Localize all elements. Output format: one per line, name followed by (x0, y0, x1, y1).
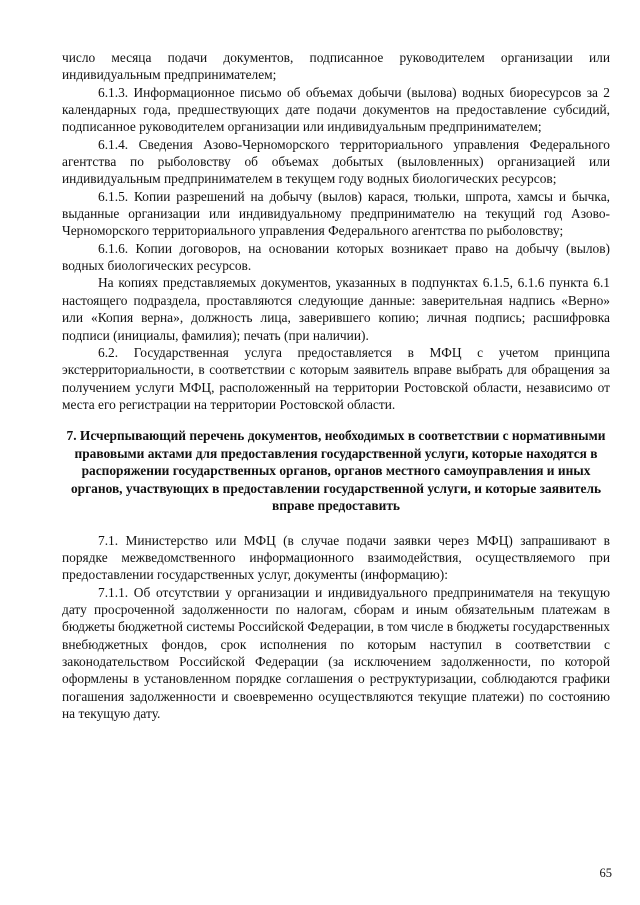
paragraph-7-1-1: 7.1.1. Об отсутствии у организации и индивидуального предпринимателя на текущую дату просроченной задолженности по налогам, сборам и иным обязательным платежам в бюджеты бюджетной системы Российской Федерации, в том числе в бюджеты государственных внебюджетных фондов, срок исполнения по которым наступил в соответствии с законодательством Российской Федерации (за исключением задолженности, по которой оформлены в установленном порядке соглашения о реструктуризации, соблюдаются графики погашения задолженности и своевременно осуществляются текущие платежи) по состоянию на текущую дату. (62, 584, 610, 722)
paragraph-7-1: 7.1. Министерство или МФЦ (в случае подачи заявки через МФЦ) запрашивают в порядке межведомственного информационного взаимодействия, осуществляемого при предоставлении государственных услуг, документы (информацию): (62, 532, 610, 583)
paragraph-6-1-3: 6.1.3. Информационное письмо об объемах добычи (вылова) водных биоресурсов за 2 календарных года, предшествующих дате подачи документов на предоставление субсидий, подписанное руководителем организации или индивидуальным предпринимателем; (62, 84, 610, 135)
paragraph-6-1-6: 6.1.6. Копии договоров, на основании которых возникает право на добычу (вылов) водных биологических ресурсов. (62, 240, 610, 274)
page-number: 65 (599, 866, 612, 880)
paragraph-6-2: 6.2. Государственная услуга предоставляется в МФЦ с учетом принципа экстерриториальности, в соответствии с которым заявитель вправе выбрать для обращения за получением услуги МФЦ, расположенный на территории Ростовской области, независимо от места его регистрации на территории Ростовской области. (62, 344, 610, 412)
document-page (62, 49, 610, 723)
paragraph-6-1-5: 6.1.5. Копии разрешений на добычу (вылов) карася, тюльки, шпрота, хамсы и бычка, выданные организации или индивидуальному предпринимателю на текущий год Азово-Черноморского территориального управления Федерального агентства по рыболовству; (62, 188, 610, 239)
paragraph-copies-note: На копиях представляемых документов, указанных в подпунктах 6.1.5, 6.1.6 пункта 6.1 настоящего подраздела, проставляются следующие данные: заверительная надпись «Верно» или «Копия верна», должность лица, заверившего копию; личная подпись; расшифровка подписи (инициалы, фамилия); печать (при наличии). (62, 275, 610, 343)
section-heading-7: 7. Исчерпывающий перечень документов, необходимых в соответствии с нормативными правовыми актами для предоставления государственной услуги, которые находятся в распоряжении государственных органов, органов местного самоуправления и иных органов, участвующих в предоставлении государственной услуги, и которые заявитель вправе предоставить (66, 428, 606, 514)
paragraph-6-1-4: 6.1.4. Сведения Азово-Черноморского территориального управления Федерального агентства по рыболовству об объемах добытых (выловленных) организацией или индивидуальным предпринимателем в текущем году водных биологических ресурсов; (62, 136, 610, 187)
paragraph-continuation: число месяца подачи документов, подписанное руководителем организации или индивидуальным предпринимателем; (62, 50, 610, 83)
